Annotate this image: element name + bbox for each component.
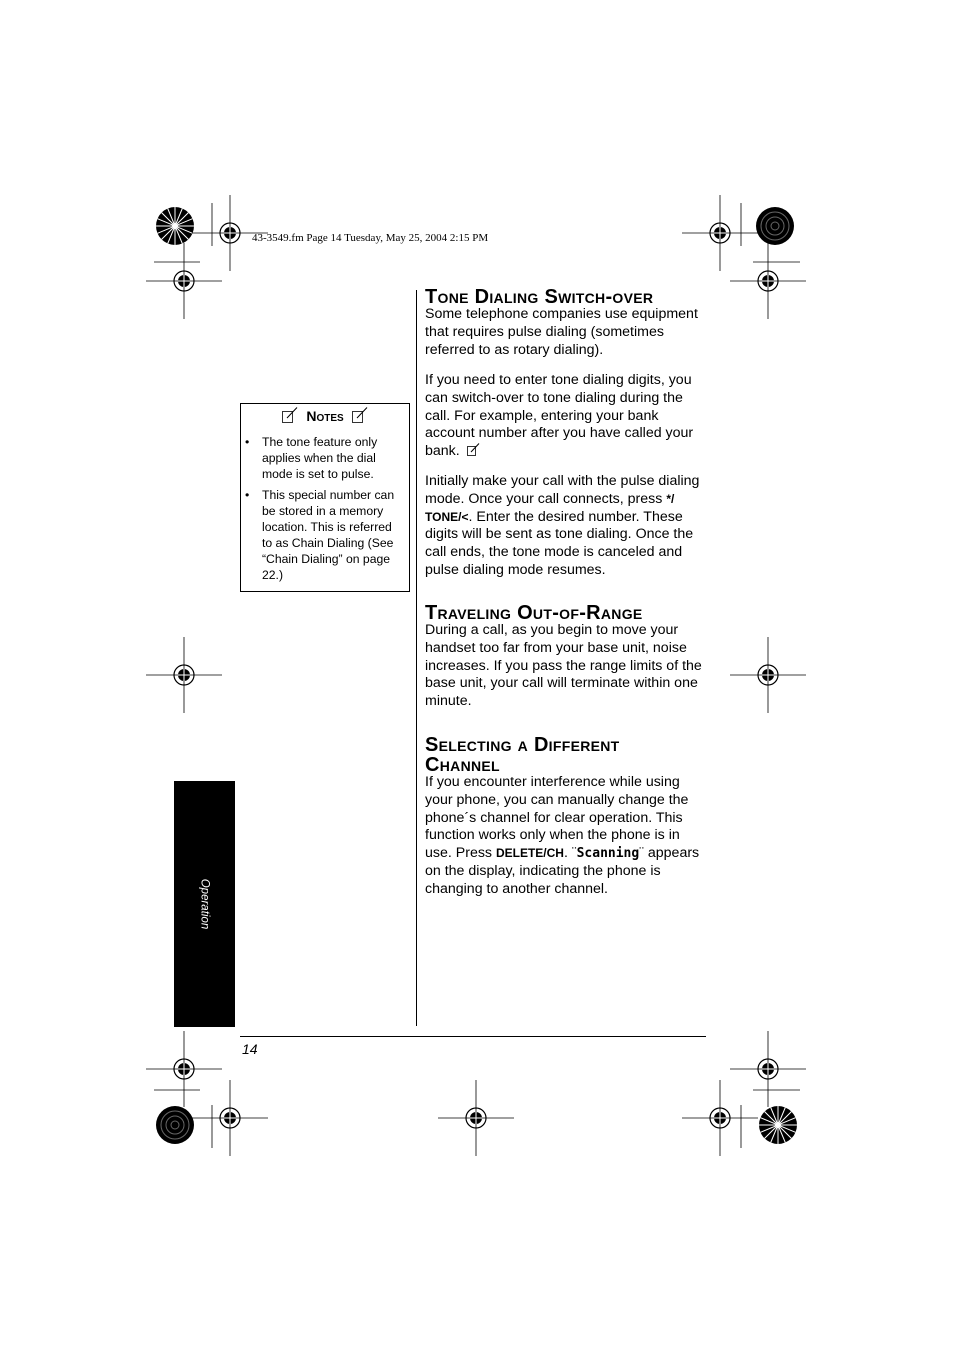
heading-channel-line1: Selecting a Different [425,734,620,756]
paragraph-tone-3-end: . Enter the desired number. These digits will be sent as tone dialing. Once the call ends, the tone mode is canceled and pulse dialing mode resumes. [425,508,694,578]
paragraph-tone-3-start: Initially make your call with the pulse dialing mode. Once your call connects, press [425,473,700,507]
registration-mark-icon [192,1080,268,1156]
heading-channel-line2: Channel [425,754,500,776]
registration-mark-icon [730,1031,806,1107]
tone-key-label: */ TONE/< [425,491,675,524]
paragraph-channel-end: ¨ appears on the display, indicating the phone is changing to another channel. [425,845,700,897]
note-item: • The tone feature only applies when the dial mode is set to pulse. [241,434,402,482]
paragraph-channel-start: If you encounter interference while using your phone, you can manually change the phone´s channel for clear operation. This function works only when the phone is in use. Press [425,774,689,862]
registration-mark-icon [192,195,268,271]
registration-mark-icon [146,243,222,319]
paragraph-range: During a call, as you begin to move your handset too far from your base unit, noise increases. If you pass the range limits of the base unit, your call will terminate within one minute. [425,622,702,710]
starburst-target-icon [759,1106,797,1144]
heading-out-of-range: Traveling Out-of-Range [425,602,643,624]
paragraph-tone-1: Some telephone companies use equipment that requires pulse dialing (sometimes referred to as rotary dialing). [425,306,698,358]
registration-mark-icon [730,243,806,319]
registration-mark-icon [438,1080,514,1156]
scanning-display-text: Scanning [576,846,640,862]
paragraph-channel-mid: . ¨ [563,845,577,862]
side-tab-label: Operation [198,878,211,930]
registration-mark-icon [146,637,222,713]
page-number: 14 [242,1041,258,1057]
starburst-target-icon [156,207,194,245]
note-item: • This special number can be stored in a memory location. This is referred to as Chain Dialing (See “Chain Dialing” on page 22.) [241,487,402,583]
registration-mark-icon [682,195,758,271]
registration-mark-icon [682,1080,758,1156]
starburst-target-icon [156,1106,194,1144]
delete-ch-key-label: DELETE/CH [495,846,564,861]
registration-mark-icon [730,637,806,713]
heading-tone-dialing: Tone Dialing Switch-over [425,286,654,308]
notes-title: Notes [306,408,344,424]
registration-mark-icon [146,1031,222,1107]
paragraph-tone-2-text: If you need to enter tone dialing digits, you can switch-over to tone dialing during the call. For example, entering your bank account number after you have called your bank. [425,372,694,460]
file-header: 43-3549.fm Page 14 Tuesday, May 25, 2004 2:15 PM [252,232,489,244]
starburst-target-icon [756,207,794,245]
